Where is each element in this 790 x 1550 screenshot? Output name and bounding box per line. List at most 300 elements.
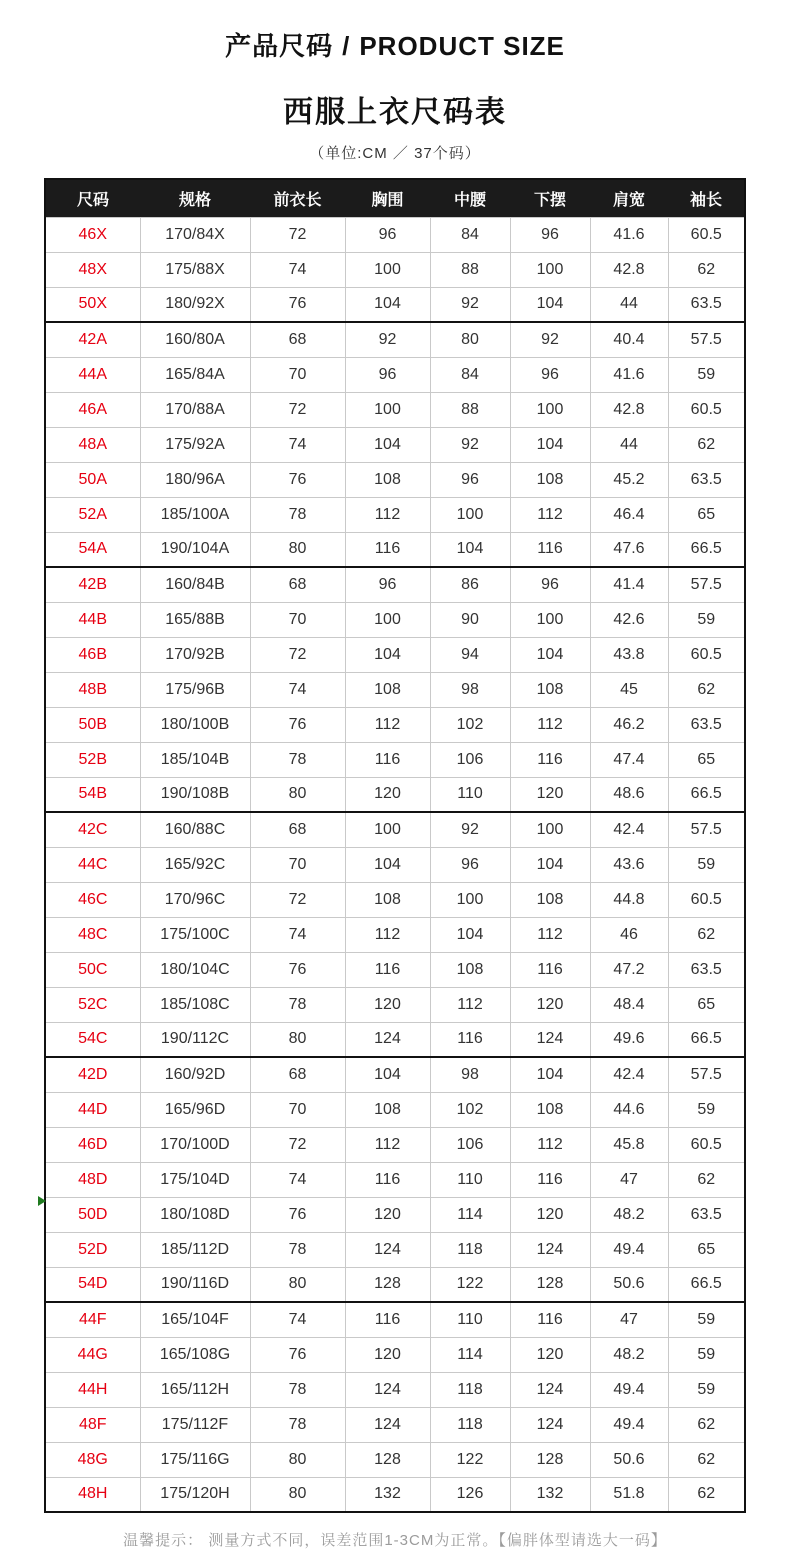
- table-row: [45, 777, 745, 812]
- value-cell: 96: [430, 847, 510, 882]
- value-cell: 74: [250, 427, 345, 462]
- value-cell: 124: [345, 1372, 430, 1407]
- value-cell: 57.5: [668, 567, 745, 602]
- value-cell: 84: [430, 217, 510, 252]
- value-cell: 80: [250, 777, 345, 812]
- table-row: [45, 1162, 745, 1197]
- value-cell: 80: [250, 1442, 345, 1477]
- column-header: 下摆: [510, 179, 590, 217]
- size-cell: 48X: [45, 252, 140, 287]
- value-cell: 122: [430, 1442, 510, 1477]
- table-row: [45, 672, 745, 707]
- value-cell: 104: [345, 1057, 430, 1092]
- size-cell: 48C: [45, 917, 140, 952]
- value-cell: 180/96A: [140, 462, 250, 497]
- value-cell: 66.5: [668, 532, 745, 567]
- value-cell: 120: [345, 987, 430, 1022]
- value-cell: 120: [345, 1197, 430, 1232]
- value-cell: 90: [430, 602, 510, 637]
- value-cell: 62: [668, 427, 745, 462]
- size-cell: 48D: [45, 1162, 140, 1197]
- value-cell: 80: [250, 1267, 345, 1302]
- value-cell: 102: [430, 1092, 510, 1127]
- value-cell: 96: [510, 217, 590, 252]
- value-cell: 92: [345, 322, 430, 357]
- size-cell: 48B: [45, 672, 140, 707]
- size-cell: 44G: [45, 1337, 140, 1372]
- value-cell: 165/84A: [140, 357, 250, 392]
- value-cell: 57.5: [668, 322, 745, 357]
- value-cell: 120: [510, 987, 590, 1022]
- value-cell: 190/108B: [140, 777, 250, 812]
- page-title-divider: /: [342, 31, 351, 61]
- value-cell: 94: [430, 637, 510, 672]
- value-cell: 128: [345, 1442, 430, 1477]
- value-cell: 70: [250, 847, 345, 882]
- value-cell: 45.2: [590, 462, 668, 497]
- value-cell: 175/116G: [140, 1442, 250, 1477]
- value-cell: 175/96B: [140, 672, 250, 707]
- value-cell: 72: [250, 637, 345, 672]
- value-cell: 112: [345, 917, 430, 952]
- table-header-row: [45, 179, 745, 217]
- value-cell: 126: [430, 1477, 510, 1512]
- value-cell: 78: [250, 987, 345, 1022]
- value-cell: 49.4: [590, 1232, 668, 1267]
- size-cell: 52B: [45, 742, 140, 777]
- value-cell: 106: [430, 1127, 510, 1162]
- value-cell: 47: [590, 1162, 668, 1197]
- value-cell: 92: [510, 322, 590, 357]
- column-header: 前衣长: [250, 179, 345, 217]
- value-cell: 110: [430, 1302, 510, 1337]
- value-cell: 57.5: [668, 812, 745, 847]
- value-cell: 45: [590, 672, 668, 707]
- column-header: 肩宽: [590, 179, 668, 217]
- value-cell: 86: [430, 567, 510, 602]
- value-cell: 180/104C: [140, 952, 250, 987]
- size-cell: 44C: [45, 847, 140, 882]
- value-cell: 84: [430, 357, 510, 392]
- value-cell: 42.6: [590, 602, 668, 637]
- value-cell: 96: [510, 567, 590, 602]
- value-cell: 108: [345, 882, 430, 917]
- value-cell: 44: [590, 287, 668, 322]
- value-cell: 45.8: [590, 1127, 668, 1162]
- value-cell: 108: [345, 1092, 430, 1127]
- table-row: [45, 1267, 745, 1302]
- value-cell: 106: [430, 742, 510, 777]
- value-cell: 57.5: [668, 1057, 745, 1092]
- value-cell: 175/100C: [140, 917, 250, 952]
- value-cell: 120: [510, 777, 590, 812]
- value-cell: 60.5: [668, 882, 745, 917]
- value-cell: 110: [430, 777, 510, 812]
- value-cell: 175/112F: [140, 1407, 250, 1442]
- value-cell: 40.4: [590, 322, 668, 357]
- value-cell: 92: [430, 427, 510, 462]
- value-cell: 92: [430, 287, 510, 322]
- value-cell: 50.6: [590, 1267, 668, 1302]
- value-cell: 128: [510, 1267, 590, 1302]
- column-header: 中腰: [430, 179, 510, 217]
- value-cell: 116: [345, 742, 430, 777]
- value-cell: 116: [345, 1162, 430, 1197]
- value-cell: 116: [345, 952, 430, 987]
- size-cell: 50B: [45, 707, 140, 742]
- value-cell: 68: [250, 567, 345, 602]
- value-cell: 59: [668, 847, 745, 882]
- value-cell: 49.6: [590, 1022, 668, 1057]
- value-cell: 60.5: [668, 392, 745, 427]
- value-cell: 62: [668, 1407, 745, 1442]
- value-cell: 62: [668, 917, 745, 952]
- value-cell: 76: [250, 1197, 345, 1232]
- size-cell: 44A: [45, 357, 140, 392]
- column-header: 规格: [140, 179, 250, 217]
- value-cell: 65: [668, 742, 745, 777]
- green-triangle-artifact: [38, 1196, 46, 1206]
- value-cell: 112: [345, 497, 430, 532]
- value-cell: 100: [510, 812, 590, 847]
- value-cell: 59: [668, 1337, 745, 1372]
- value-cell: 76: [250, 287, 345, 322]
- value-cell: 76: [250, 707, 345, 742]
- value-cell: 44: [590, 427, 668, 462]
- value-cell: 96: [510, 357, 590, 392]
- value-cell: 104: [510, 847, 590, 882]
- table-row: [45, 882, 745, 917]
- table-row: [45, 1092, 745, 1127]
- value-cell: 190/116D: [140, 1267, 250, 1302]
- value-cell: 44.8: [590, 882, 668, 917]
- value-cell: 124: [345, 1022, 430, 1057]
- value-cell: 104: [430, 917, 510, 952]
- value-cell: 120: [345, 1337, 430, 1372]
- value-cell: 72: [250, 217, 345, 252]
- value-cell: 124: [345, 1407, 430, 1442]
- table-row: [45, 1127, 745, 1162]
- size-cell: 50X: [45, 287, 140, 322]
- value-cell: 116: [510, 532, 590, 567]
- page-title: [0, 26, 790, 63]
- value-cell: 72: [250, 392, 345, 427]
- value-cell: 66.5: [668, 1267, 745, 1302]
- value-cell: 108: [510, 1092, 590, 1127]
- value-cell: 62: [668, 672, 745, 707]
- value-cell: 48.2: [590, 1337, 668, 1372]
- value-cell: 68: [250, 812, 345, 847]
- size-cell: 46A: [45, 392, 140, 427]
- value-cell: 170/96C: [140, 882, 250, 917]
- value-cell: 66.5: [668, 777, 745, 812]
- value-cell: 80: [250, 1022, 345, 1057]
- value-cell: 112: [345, 707, 430, 742]
- value-cell: 116: [510, 952, 590, 987]
- size-cell: 50C: [45, 952, 140, 987]
- value-cell: 70: [250, 1092, 345, 1127]
- value-cell: 63.5: [668, 952, 745, 987]
- value-cell: 185/104B: [140, 742, 250, 777]
- size-table: [44, 178, 746, 1513]
- value-cell: 165/92C: [140, 847, 250, 882]
- value-cell: 78: [250, 1232, 345, 1267]
- value-cell: 60.5: [668, 217, 745, 252]
- value-cell: 48.4: [590, 987, 668, 1022]
- value-cell: 74: [250, 1162, 345, 1197]
- value-cell: 165/112H: [140, 1372, 250, 1407]
- table-row: [45, 1407, 745, 1442]
- value-cell: 41.4: [590, 567, 668, 602]
- size-cell: 50A: [45, 462, 140, 497]
- value-cell: 175/92A: [140, 427, 250, 462]
- table-row: [45, 602, 745, 637]
- value-cell: 41.6: [590, 217, 668, 252]
- size-cell: 42B: [45, 567, 140, 602]
- value-cell: 59: [668, 357, 745, 392]
- size-cell: 46X: [45, 217, 140, 252]
- value-cell: 108: [430, 952, 510, 987]
- value-cell: 68: [250, 1057, 345, 1092]
- size-cell: 52A: [45, 497, 140, 532]
- value-cell: 74: [250, 252, 345, 287]
- value-cell: 120: [345, 777, 430, 812]
- value-cell: 165/88B: [140, 602, 250, 637]
- value-cell: 124: [510, 1232, 590, 1267]
- value-cell: 108: [510, 672, 590, 707]
- table-row: [45, 1337, 745, 1372]
- size-cell: 50D: [45, 1197, 140, 1232]
- value-cell: 42.4: [590, 812, 668, 847]
- value-cell: 104: [510, 637, 590, 672]
- value-cell: 59: [668, 1302, 745, 1337]
- value-cell: 96: [345, 357, 430, 392]
- value-cell: 51.8: [590, 1477, 668, 1512]
- value-cell: 50.6: [590, 1442, 668, 1477]
- value-cell: 65: [668, 497, 745, 532]
- value-cell: 42.8: [590, 392, 668, 427]
- table-row: [45, 1232, 745, 1267]
- value-cell: 116: [510, 1162, 590, 1197]
- value-cell: 66.5: [668, 1022, 745, 1057]
- value-cell: 100: [345, 602, 430, 637]
- size-cell: 48H: [45, 1477, 140, 1512]
- value-cell: 100: [430, 497, 510, 532]
- value-cell: 104: [345, 637, 430, 672]
- value-cell: 185/112D: [140, 1232, 250, 1267]
- value-cell: 118: [430, 1407, 510, 1442]
- value-cell: 48.6: [590, 777, 668, 812]
- value-cell: 76: [250, 952, 345, 987]
- size-cell: 42A: [45, 322, 140, 357]
- value-cell: 100: [345, 812, 430, 847]
- size-cell: 54B: [45, 777, 140, 812]
- size-cell: 48F: [45, 1407, 140, 1442]
- value-cell: 96: [430, 462, 510, 497]
- value-cell: 98: [430, 1057, 510, 1092]
- size-cell: 44B: [45, 602, 140, 637]
- table-row: [45, 497, 745, 532]
- value-cell: 185/100A: [140, 497, 250, 532]
- value-cell: 112: [510, 707, 590, 742]
- table-row: [45, 952, 745, 987]
- value-cell: 70: [250, 357, 345, 392]
- value-cell: 116: [510, 1302, 590, 1337]
- table-row: [45, 357, 745, 392]
- value-cell: 43.6: [590, 847, 668, 882]
- value-cell: 170/88A: [140, 392, 250, 427]
- value-cell: 160/92D: [140, 1057, 250, 1092]
- value-cell: 104: [430, 532, 510, 567]
- table-row: [45, 287, 745, 322]
- value-cell: 59: [668, 602, 745, 637]
- value-cell: 60.5: [668, 1127, 745, 1162]
- table-row: [45, 427, 745, 462]
- value-cell: 190/112C: [140, 1022, 250, 1057]
- value-cell: 44.6: [590, 1092, 668, 1127]
- value-cell: 62: [668, 1442, 745, 1477]
- value-cell: 122: [430, 1267, 510, 1302]
- size-cell: 52C: [45, 987, 140, 1022]
- value-cell: 116: [510, 742, 590, 777]
- page-title-zh: 产品尺码: [225, 31, 334, 61]
- value-cell: 74: [250, 672, 345, 707]
- value-cell: 68: [250, 322, 345, 357]
- value-cell: 124: [510, 1372, 590, 1407]
- value-cell: 42.4: [590, 1057, 668, 1092]
- value-cell: 98: [430, 672, 510, 707]
- chart-subtitle: 西服上衣尺码表: [283, 96, 507, 129]
- value-cell: 65: [668, 1232, 745, 1267]
- value-cell: 160/84B: [140, 567, 250, 602]
- value-cell: 59: [668, 1092, 745, 1127]
- value-cell: 62: [668, 1162, 745, 1197]
- size-cell: 52D: [45, 1232, 140, 1267]
- table-row: [45, 252, 745, 287]
- value-cell: 100: [510, 252, 590, 287]
- value-cell: 110: [430, 1162, 510, 1197]
- value-cell: 80: [250, 1477, 345, 1512]
- value-cell: 112: [510, 917, 590, 952]
- value-cell: 47.6: [590, 532, 668, 567]
- value-cell: 96: [345, 217, 430, 252]
- table-row: [45, 917, 745, 952]
- value-cell: 190/104A: [140, 532, 250, 567]
- value-cell: 104: [510, 1057, 590, 1092]
- size-cell: 46D: [45, 1127, 140, 1162]
- value-cell: 100: [345, 392, 430, 427]
- table-row: [45, 847, 745, 882]
- value-cell: 175/120H: [140, 1477, 250, 1512]
- value-cell: 63.5: [668, 1197, 745, 1232]
- value-cell: 80: [250, 532, 345, 567]
- value-cell: 65: [668, 987, 745, 1022]
- table-row: [45, 987, 745, 1022]
- value-cell: 116: [430, 1022, 510, 1057]
- value-cell: 118: [430, 1232, 510, 1267]
- value-cell: 124: [510, 1022, 590, 1057]
- value-cell: 104: [510, 287, 590, 322]
- value-cell: 60.5: [668, 637, 745, 672]
- value-cell: 78: [250, 1372, 345, 1407]
- value-cell: 80: [430, 322, 510, 357]
- value-cell: 100: [510, 602, 590, 637]
- value-cell: 185/108C: [140, 987, 250, 1022]
- value-cell: 74: [250, 1302, 345, 1337]
- value-cell: 104: [345, 287, 430, 322]
- table-row: [45, 567, 745, 602]
- value-cell: 120: [510, 1337, 590, 1372]
- value-cell: 160/88C: [140, 812, 250, 847]
- table-row: [45, 1477, 745, 1512]
- value-cell: 88: [430, 252, 510, 287]
- value-cell: 62: [668, 1477, 745, 1512]
- value-cell: 132: [510, 1477, 590, 1512]
- value-cell: 170/92B: [140, 637, 250, 672]
- value-cell: 63.5: [668, 462, 745, 497]
- size-cell: 44F: [45, 1302, 140, 1337]
- value-cell: 112: [510, 1127, 590, 1162]
- value-cell: 108: [510, 462, 590, 497]
- value-cell: 112: [345, 1127, 430, 1162]
- table-row: [45, 532, 745, 567]
- value-cell: 175/88X: [140, 252, 250, 287]
- value-cell: 132: [345, 1477, 430, 1512]
- value-cell: 49.4: [590, 1407, 668, 1442]
- table-row: [45, 1372, 745, 1407]
- value-cell: 78: [250, 1407, 345, 1442]
- value-cell: 108: [510, 882, 590, 917]
- size-cell: 48G: [45, 1442, 140, 1477]
- size-cell: 44D: [45, 1092, 140, 1127]
- value-cell: 124: [510, 1407, 590, 1442]
- value-cell: 74: [250, 917, 345, 952]
- value-cell: 112: [510, 497, 590, 532]
- column-header: 袖长: [668, 179, 745, 217]
- value-cell: 47: [590, 1302, 668, 1337]
- size-cell: 42D: [45, 1057, 140, 1092]
- value-cell: 160/80A: [140, 322, 250, 357]
- table-row: [45, 1022, 745, 1057]
- value-cell: 124: [345, 1232, 430, 1267]
- size-cell: 54A: [45, 532, 140, 567]
- value-cell: 175/104D: [140, 1162, 250, 1197]
- table-row: [45, 707, 745, 742]
- value-cell: 78: [250, 742, 345, 777]
- size-cell: 42C: [45, 812, 140, 847]
- value-cell: 120: [510, 1197, 590, 1232]
- value-cell: 47.4: [590, 742, 668, 777]
- value-cell: 46.4: [590, 497, 668, 532]
- value-cell: 118: [430, 1372, 510, 1407]
- value-cell: 88: [430, 392, 510, 427]
- value-cell: 108: [345, 462, 430, 497]
- size-cell: 44H: [45, 1372, 140, 1407]
- size-cell: 54D: [45, 1267, 140, 1302]
- value-cell: 104: [345, 427, 430, 462]
- table-row: [45, 392, 745, 427]
- table-row: [45, 1442, 745, 1477]
- value-cell: 100: [510, 392, 590, 427]
- value-cell: 165/108G: [140, 1337, 250, 1372]
- value-cell: 42.8: [590, 252, 668, 287]
- footer-note: 温馨提示： 测量方式不同，误差范围1-3CM为正常。【偏胖体型请选大一码】: [123, 1532, 667, 1549]
- table-row: [45, 812, 745, 847]
- value-cell: 104: [510, 427, 590, 462]
- value-cell: 59: [668, 1372, 745, 1407]
- value-cell: 46: [590, 917, 668, 952]
- value-cell: 128: [510, 1442, 590, 1477]
